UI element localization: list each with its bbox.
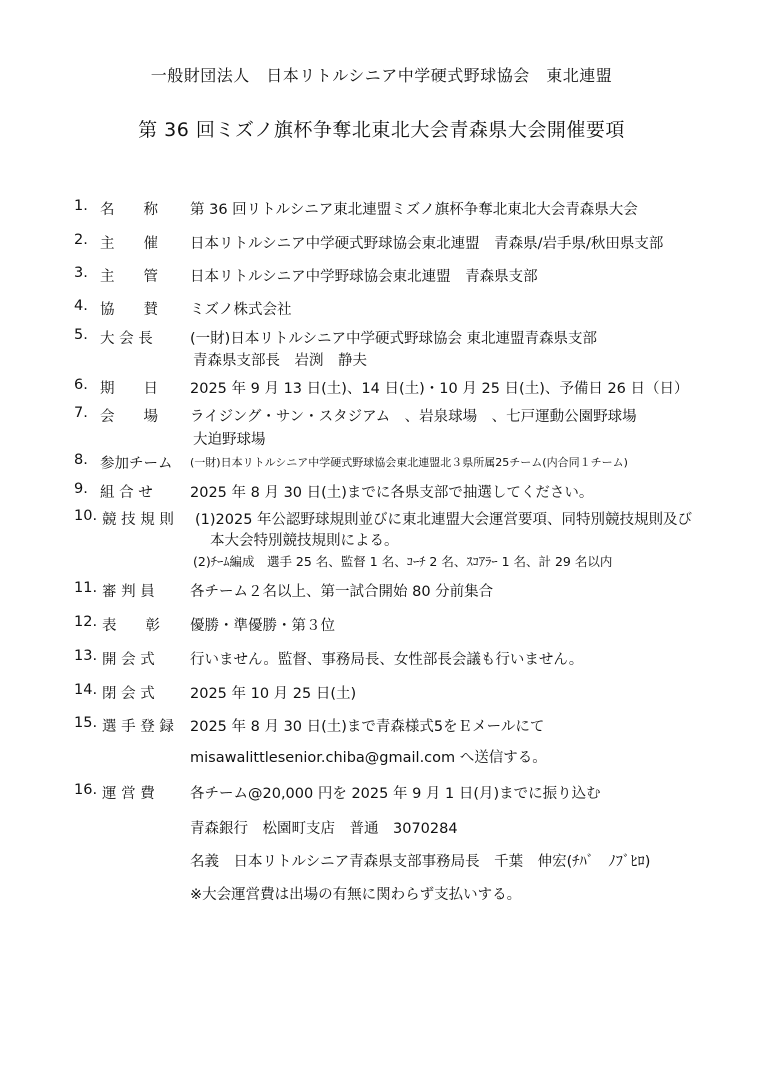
item-label: 協 賛 — [100, 302, 158, 318]
item-number: 12. — [74, 614, 98, 630]
item-number: 13. — [74, 648, 98, 664]
item-value: 大迫野球場 — [193, 432, 266, 448]
email-address: misawalittlesenior.chiba@gmail.com へ送信する。 — [190, 750, 547, 766]
item-value: 本大会特別競技規則による。 — [210, 533, 399, 549]
item-value: 2025 年 8 月 30 日(土)まで青森様式5をＥメールにて — [190, 719, 545, 735]
item-value: 優勝・準優勝・第３位 — [190, 618, 335, 634]
item-number: 7. — [74, 405, 88, 421]
document-title: 第 36 回ミズノ旗杯争奪北東北大会青森県大会開催要項 — [138, 119, 625, 141]
payment-note: ※大会運営費は出場の有無に関わらず支払いする。 — [190, 887, 522, 903]
item-number: 10. — [74, 508, 98, 524]
item-value: 各チーム２名以上、第一試合開始 80 分前集合 — [190, 584, 494, 600]
item-label: 競 技 規 則 — [102, 512, 174, 528]
item-label: 審 判 員 — [102, 584, 155, 600]
item-label: 運 営 費 — [102, 786, 155, 802]
item-number: 8. — [74, 452, 88, 468]
item-number: 14. — [74, 682, 98, 698]
item-number: 3. — [74, 265, 88, 281]
item-value: (一財)日本リトルシニア中学硬式野球協会 東北連盟青森県支部 — [190, 331, 598, 347]
item-value: ミズノ株式会社 — [190, 302, 292, 318]
item-value: 日本リトルシニア中学硬式野球協会東北連盟 青森県/岩手県/秋田県支部 — [190, 236, 664, 252]
item-number: 15. — [74, 715, 98, 731]
item-number: 1. — [74, 198, 88, 214]
item-label: 期 日 — [100, 381, 158, 397]
item-number: 4. — [74, 298, 88, 314]
item-label: 閉 会 式 — [102, 686, 155, 702]
item-value: 各チーム@20,000 円を 2025 年 9 月 1 日(月)までに振り込む — [190, 786, 601, 802]
item-label: 表 彰 — [102, 618, 160, 634]
item-number: 6. — [74, 377, 88, 393]
item-number: 2. — [74, 232, 88, 248]
item-label: 開 会 式 — [102, 652, 155, 668]
item-label: 選 手 登 録 — [102, 719, 174, 735]
item-label: 大 会 長 — [100, 331, 153, 347]
item-value: (1)2025 年公認野球規則並びに東北連盟大会運営要項、同特別競技規則及び — [195, 512, 693, 528]
item-value: 行いません。監督、事務局長、女性部長会議も行いません。 — [190, 652, 584, 668]
item-label: 主 催 — [100, 236, 158, 252]
item-label: 名 称 — [100, 202, 158, 218]
item-value: (2)ﾁｰﾑ編成 選手 25 名、監督 1 名、ｺｰﾁ 2 名、ｽｺｱﾗｰ 1 名、計 29 名以内 — [193, 554, 613, 569]
item-value: ライジング・サン・スタジアム 、岩泉球場 、七戸運動公園野球場 — [190, 409, 637, 425]
item-number: 11. — [74, 580, 98, 596]
organization-header: 一般財団法人 日本リトルシニア中学硬式野球協会 東北連盟 — [150, 66, 613, 85]
item-value: 青森県支部長 岩渕 静夫 — [193, 353, 367, 369]
item-number: 16. — [74, 782, 98, 798]
item-number: 9. — [74, 481, 88, 497]
bank-account: 青森銀行 松園町支店 普通 3070284 — [190, 821, 458, 837]
item-label: 主 管 — [100, 269, 158, 285]
account-holder: 名義 日本リトルシニア青森県支部事務局長 千葉 伸宏(ﾁﾊﾞ ﾉﾌﾞﾋﾛ) — [190, 854, 651, 870]
item-label: 会 場 — [100, 409, 158, 425]
item-label: 組 合 せ — [100, 485, 153, 501]
item-value: 2025 年 9 月 13 日(土)、14 日(土)・10 月 25 日(土)、予備日 26 日（日） — [190, 381, 689, 397]
item-value: 2025 年 8 月 30 日(土)までに各県支部で抽選してください。 — [190, 485, 594, 501]
item-label: 参加チーム — [100, 456, 173, 472]
item-value: (一財)日本リトルシニア中学硬式野球協会東北連盟北３県所属25チーム(内合同１チーム) — [190, 456, 628, 469]
item-value: 第 36 回リトルシニア東北連盟ミズノ旗杯争奪北東北大会青森県大会 — [190, 202, 638, 218]
item-value: 2025 年 10 月 25 日(土) — [190, 686, 357, 702]
item-number: 5. — [74, 327, 88, 343]
item-value: 日本リトルシニア中学野球協会東北連盟 青森県支部 — [190, 269, 538, 285]
